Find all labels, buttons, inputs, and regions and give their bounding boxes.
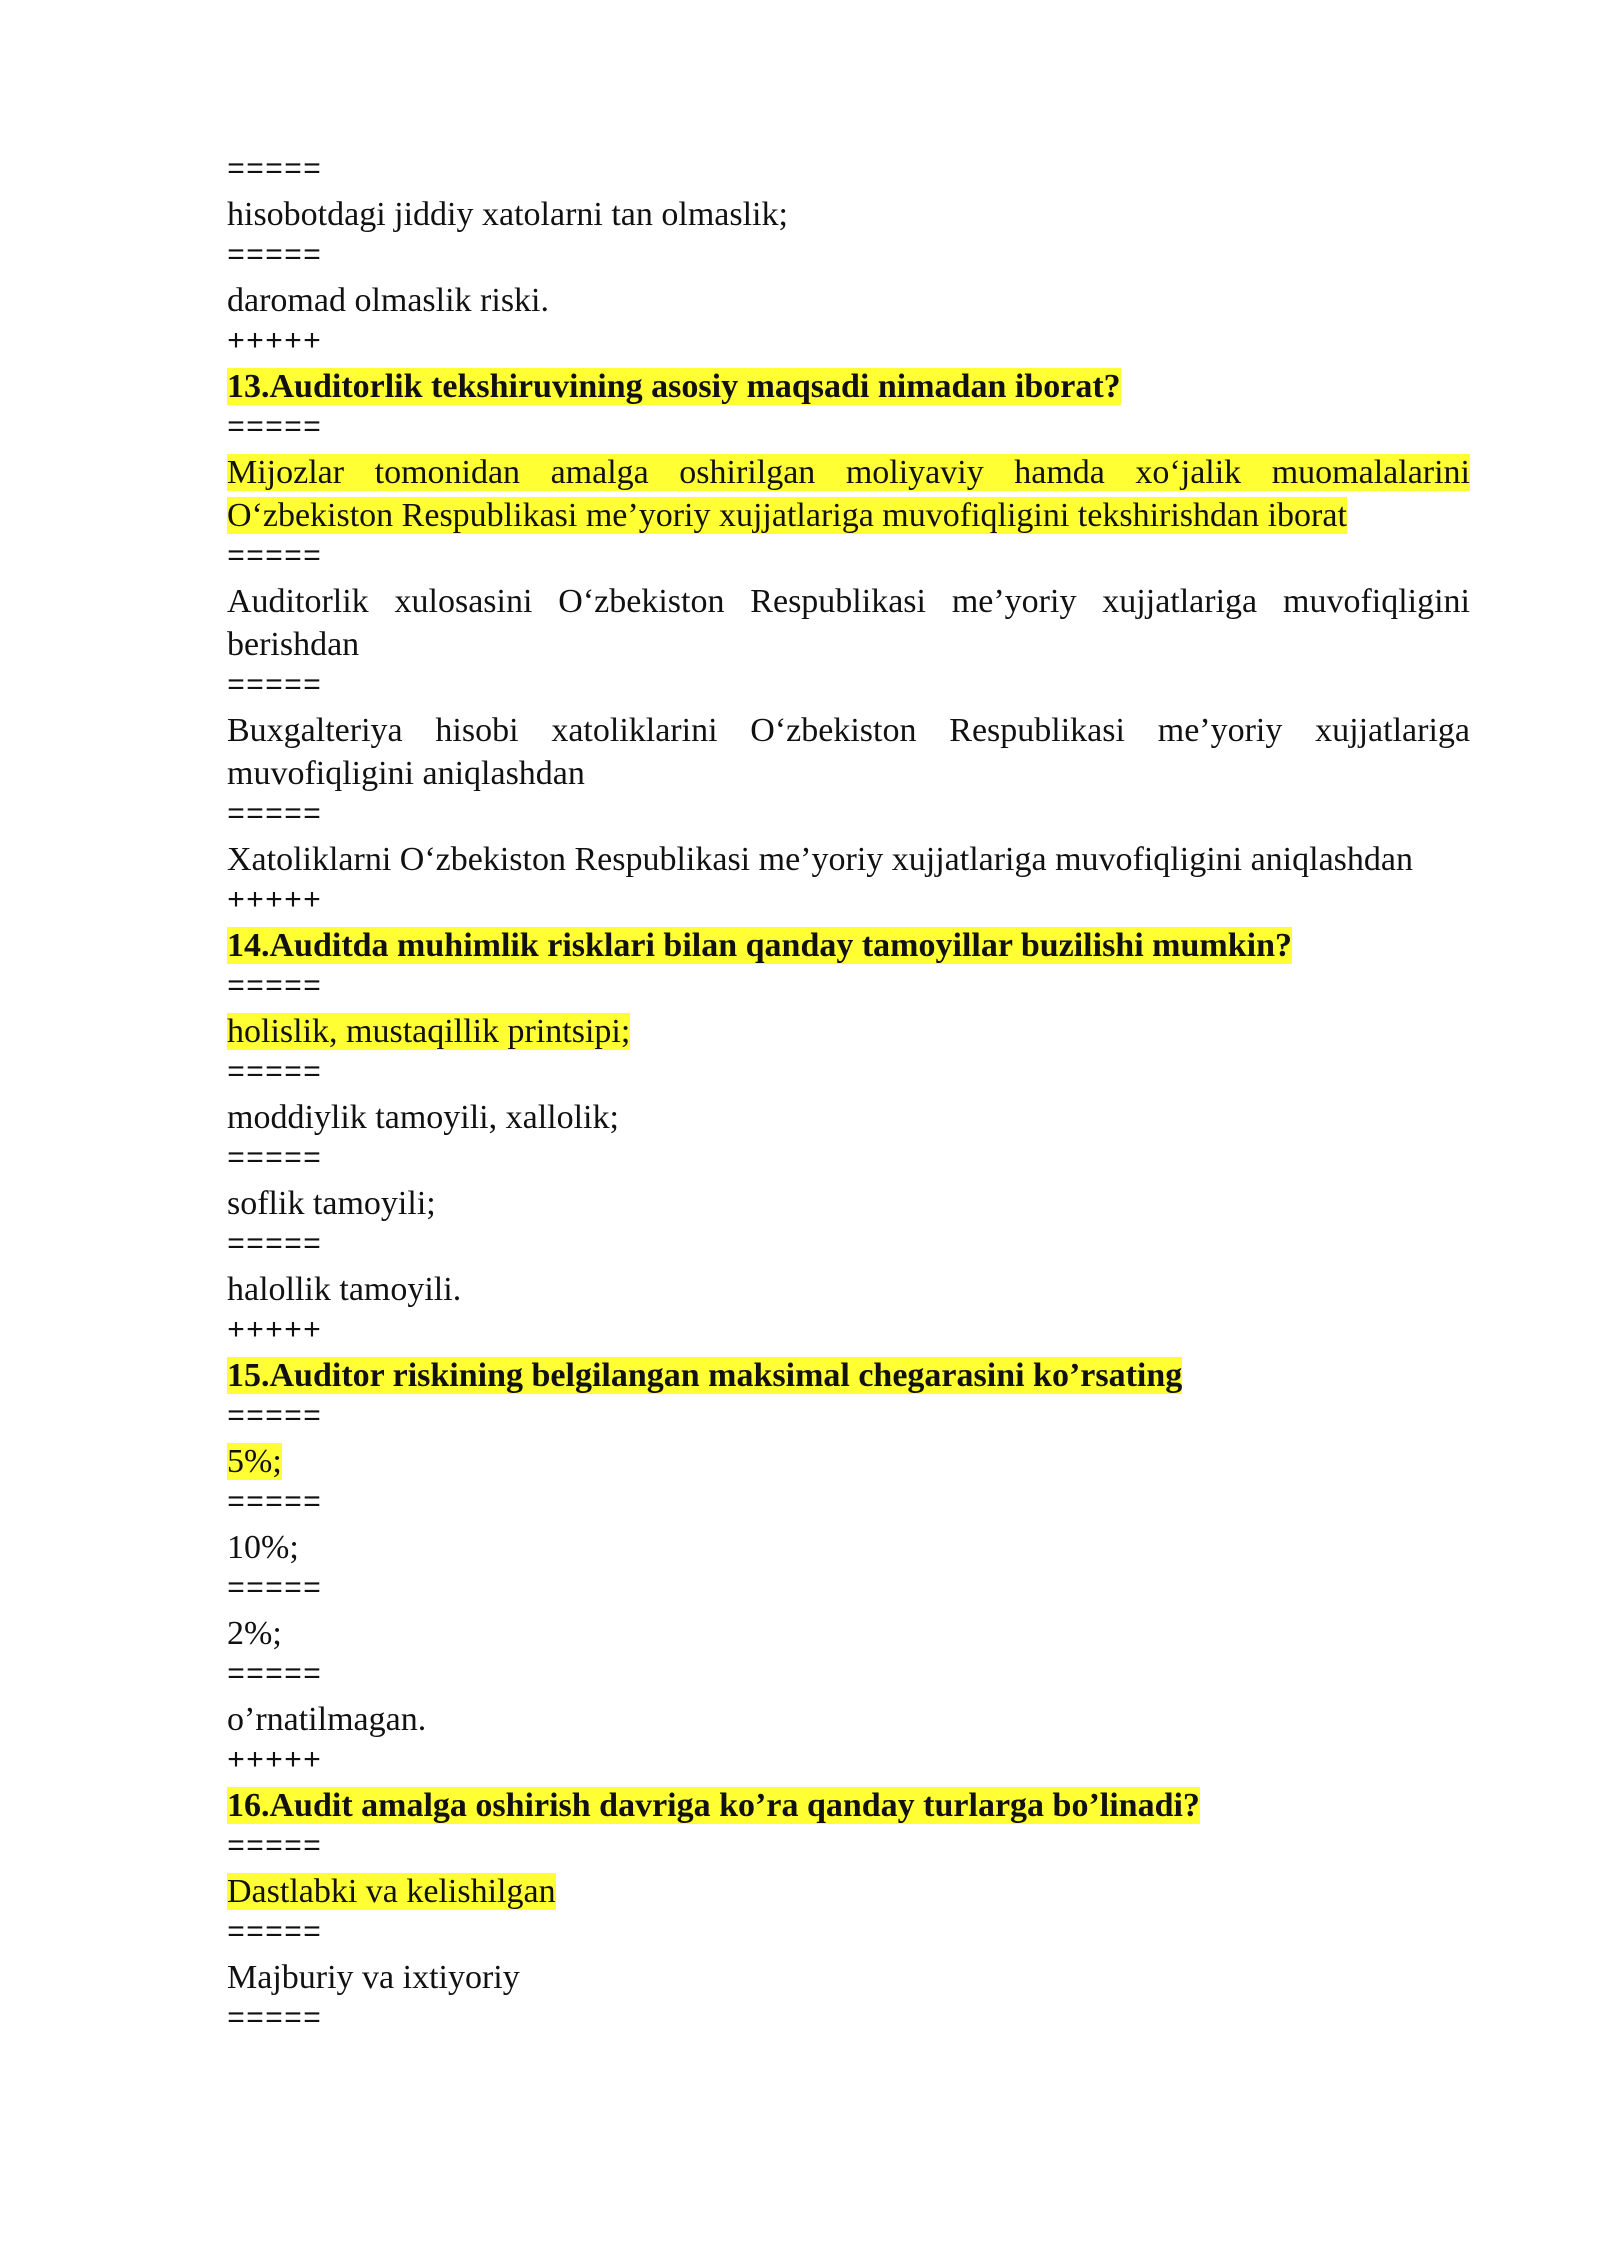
separator: ===== [227, 1057, 323, 1091]
separator: ===== [227, 541, 323, 575]
question-15 [227, 1354, 1470, 1397]
question-end-marker: +++++ [227, 885, 323, 919]
answer-option-correct [227, 1870, 1470, 1913]
separator: ===== [227, 1917, 323, 1951]
separator: ===== [227, 799, 323, 833]
answer-option: Buxgalteriya hisobi xatoliklarini O‘zbekiston Respublikasi me’yoriy xujjatlariga muvofiqligini aniqlashdan [227, 712, 1470, 792]
separator: ===== [227, 1487, 323, 1521]
answer-option: 2%; [227, 1615, 282, 1652]
answer-option: halollik tamoyili. [227, 1271, 462, 1308]
separator: ===== [227, 1573, 323, 1607]
question-14 [227, 924, 1470, 967]
question-13-text: 13.Auditorlik tekshiruvining asosiy maqsadi nimadan iborat? [227, 368, 1121, 405]
question-end-marker: +++++ [227, 326, 323, 360]
question-14-text: 14.Auditda muhimlik risklari bilan qanday tamoyillar buzilishi mumkin? [227, 927, 1292, 964]
question-16 [227, 1784, 1470, 1827]
question-end-marker: +++++ [227, 1315, 323, 1349]
answer-option: o’rnatilmagan. [227, 1701, 427, 1738]
question-15-text: 15.Auditor riskining belgilangan maksimal chegarasini ko’rsating [227, 1357, 1183, 1394]
answer-option-correct [227, 1440, 1470, 1483]
document-page [227, 150, 1470, 2042]
separator: ===== [227, 1659, 323, 1693]
answer-option: moddiylik tamoyili, xallolik; [227, 1099, 619, 1136]
answer-option: Majburiy va ixtiyoriy [227, 1959, 520, 1996]
answer-option: 10%; [227, 1529, 299, 1566]
answer-13-1-text: Mijozlar tomonidan amalga oshirilgan moliyaviy hamda xo‘jalik muomalalarini O‘zbekiston Respublikasi me’yoriy xujjatlariga muvofiqligini tekshirishdan iborat [227, 454, 1470, 534]
answer-option: Auditorlik xulosasini O‘zbekiston Respublikasi me’yoriy xujjatlariga muvofiqligini berishdan [227, 583, 1470, 663]
separator: ===== [227, 1831, 323, 1865]
separator: ===== [227, 1401, 323, 1435]
separator: ===== [227, 2003, 323, 2037]
separator: ===== [227, 670, 323, 704]
separator: ===== [227, 412, 323, 446]
question-16-text: 16.Audit amalga oshirish davriga ko’ra qanday turlarga bo’linadi? [227, 1787, 1200, 1824]
answer-option: hisobotdagi jiddiy xatolarni tan olmaslik; [227, 196, 788, 233]
answer-option: Xatoliklarni O‘zbekiston Respublikasi me’yoriy xujjatlariga muvofiqligini aniqlashdan [227, 841, 1413, 878]
answer-15-1-text: 5%; [227, 1443, 282, 1480]
separator: ===== [227, 1229, 323, 1263]
question-13 [227, 365, 1470, 408]
separator: ===== [227, 971, 323, 1005]
separator: ===== [227, 1143, 323, 1177]
answer-16-1-text: Dastlabki va kelishilgan [227, 1873, 556, 1910]
answer-option: daromad olmaslik riski. [227, 282, 550, 319]
answer-option-correct [227, 451, 1470, 537]
question-end-marker: +++++ [227, 1745, 323, 1779]
separator: ===== [227, 154, 323, 188]
answer-option: soflik tamoyili; [227, 1185, 436, 1222]
answer-14-1-text: holislik, mustaqillik printsipi; [227, 1013, 631, 1050]
separator: ===== [227, 240, 323, 274]
answer-option-correct [227, 1010, 1470, 1053]
